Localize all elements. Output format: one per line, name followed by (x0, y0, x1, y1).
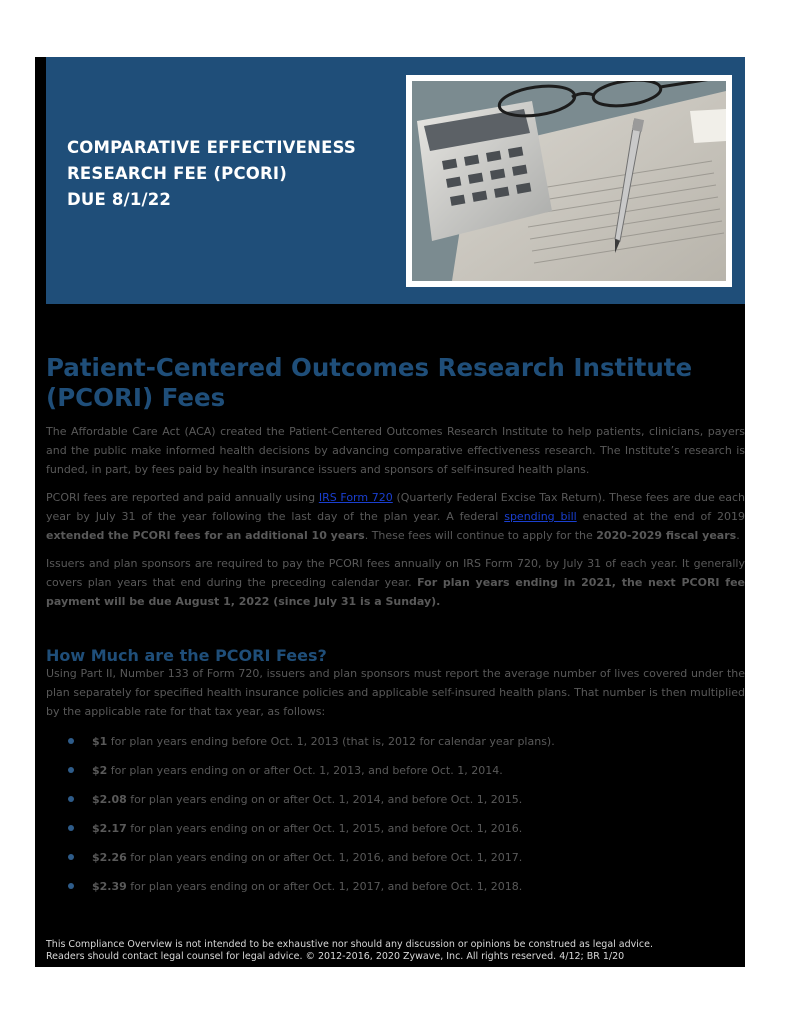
fee-rate-list (46, 732, 736, 906)
rate-description: for plan years ending on or after Oct. 1, 2013, and before Oct. 1, 2014. (107, 764, 503, 777)
extension-emphasis: extended the PCORI fees for an additional 10 years (46, 529, 365, 542)
coffee-cup-icon (690, 109, 726, 143)
filing-text: enacted at the end of 2019 (576, 510, 745, 523)
main-heading-line: (PCORI) Fees (46, 383, 226, 412)
rate-amount: $2.08 (92, 793, 127, 806)
deadline-paragraph (46, 554, 745, 611)
fee-rate-item (46, 790, 736, 819)
rate-description: for plan years ending before Oct. 1, 2013 (that is, 2012 for calendar year plans). (107, 735, 555, 748)
banner-title-line: DUE 8/1/22 (67, 190, 172, 209)
rate-amount: $2 (92, 764, 108, 777)
main-heading (46, 353, 736, 413)
rate-description: for plan years ending on or after Oct. 1, 2015, and before Oct. 1, 2016. (126, 822, 523, 835)
fiscal-years-emphasis: 2020-2029 fiscal years (596, 529, 737, 542)
disclaimer-line: Readers should contact legal counsel for legal advice. © 2012-2016, 2020 Zywave, Inc. All rights reserved. 4/12; BR 1/20 (46, 951, 625, 962)
filing-paragraph (46, 488, 745, 545)
rate-amount: $2.26 (92, 851, 127, 864)
banner-title-line: RESEARCH FEE (PCORI) (67, 164, 287, 183)
header-banner (46, 57, 745, 304)
rate-description: for plan years ending on or after Oct. 1, 2014, and before Oct. 1, 2015. (126, 793, 523, 806)
banner-title-line: COMPARATIVE EFFECTIVENESS (67, 138, 357, 157)
banner-title (67, 135, 387, 213)
calculator-glasses-photo (412, 81, 726, 281)
fee-rate-item (46, 819, 736, 848)
disclaimer-line: This Compliance Overview is not intended to be exhaustive nor should any discussion or opinions be construed as legal advice. (46, 939, 654, 950)
bullet-icon (68, 825, 74, 831)
calculation-paragraph: Using Part II, Number 133 of Form 720, issuers and plan sponsors must report the average number of lives covered under the plan separately for specified health insurance policies and applicable self-insured health plans. That number is then multiplied by the applicable rate for that tax year, as follows: (46, 667, 745, 718)
rate-amount: $1 (92, 735, 108, 748)
bullet-icon (68, 883, 74, 889)
irs-form-720-link[interactable]: IRS Form 720 (318, 491, 393, 504)
bullet-icon (68, 767, 74, 773)
deadline-text: Issuers and plan sponsors are required to pay the PCORI fees annually on IRS Form 720, by July 31 of each year. It generally covers plan years that end during the preceding calendar year. (46, 557, 745, 589)
due-date-emphasis: For plan years ending in 2021, the next PCORI fee payment will be due August 1, 2022 (since July 31 is a Sunday). (46, 576, 745, 608)
rate-amount: $2.39 (92, 880, 127, 893)
rate-description: for plan years ending on or after Oct. 1, 2017, and before Oct. 1, 2018. (126, 880, 523, 893)
photo-illustration (412, 81, 726, 281)
bullet-icon (68, 738, 74, 744)
filing-text: (Quarterly Federal Excise Tax Return). These fees are due each year by July 31 of the year following the last day of the plan year. A federal (46, 491, 745, 523)
document-page (35, 57, 745, 967)
spending-bill-link[interactable]: spending bill (504, 510, 577, 523)
filing-text: PCORI fees are reported and paid annually using (46, 491, 319, 504)
disclaimer-footer (46, 939, 736, 963)
fee-rate-item (46, 848, 736, 877)
filing-text: . These fees will continue to apply for the (364, 529, 597, 542)
fee-rate-item (46, 732, 736, 761)
fee-rate-item (46, 761, 736, 790)
fee-rate-item (46, 877, 736, 906)
rate-amount: $2.17 (92, 822, 127, 835)
banner-photo-frame (406, 75, 732, 287)
bullet-icon (68, 796, 74, 802)
bullet-icon (68, 854, 74, 860)
fees-subheading: How Much are the PCORI Fees? (46, 646, 327, 665)
intro-paragraph: The Affordable Care Act (ACA) created the Patient-Centered Outcomes Research Institute to help patients, clinicians, payers and the public make informed health decisions by advancing comparative effectiveness research. The Institute’s research is funded, in part, by fees paid by health insurance issuers and sponsors of self-insured health plans. (46, 425, 745, 476)
filing-text: . (736, 529, 740, 542)
main-heading-line: Patient-Centered Outcomes Research Institute (46, 353, 693, 382)
rate-description: for plan years ending on or after Oct. 1, 2016, and before Oct. 1, 2017. (126, 851, 523, 864)
